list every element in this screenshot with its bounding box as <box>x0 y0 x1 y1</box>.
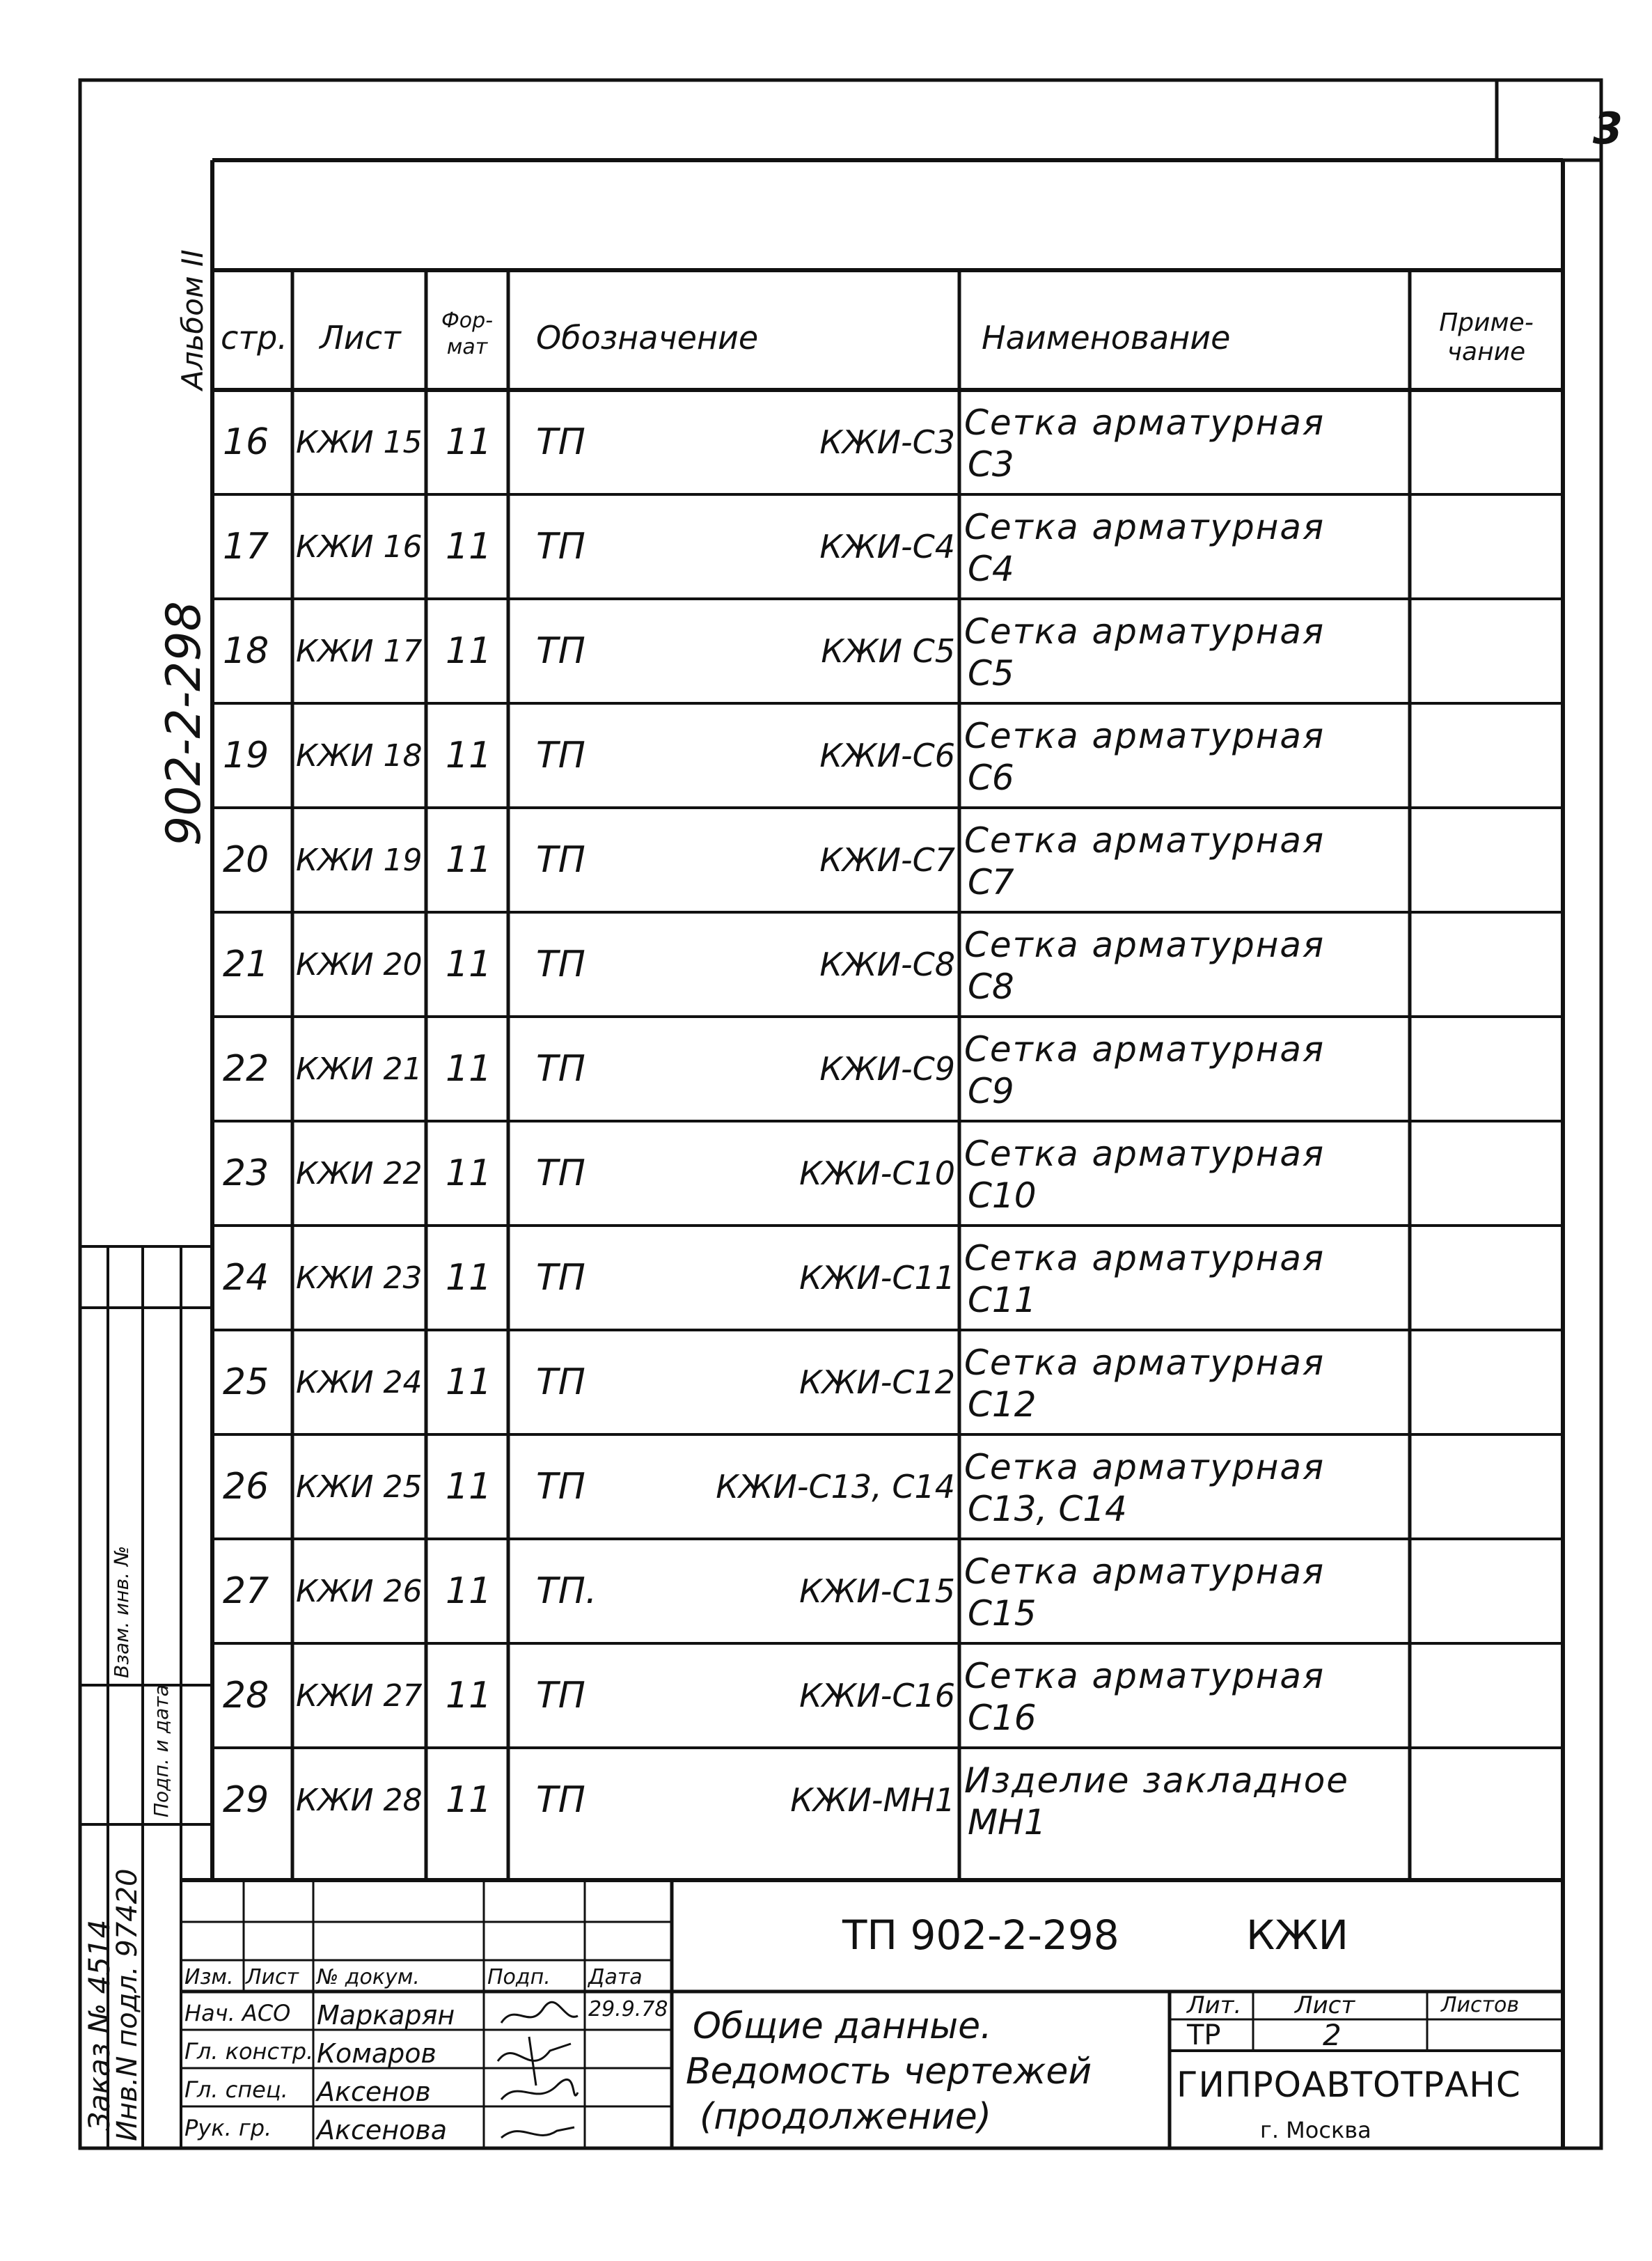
staff-role: Гл. констр. <box>184 2038 314 2065</box>
row-code: КЖИ-С16 <box>799 1677 955 1714</box>
row-series: ТП <box>536 1466 585 1508</box>
row-name-line1: Сетка арматурная <box>964 611 1325 652</box>
row-name-line1: Сетка арматурная <box>964 1343 1325 1383</box>
row-name-line2: С9 <box>968 1071 1014 1111</box>
row-series: ТП <box>536 1675 585 1716</box>
row-format: 11 <box>446 421 492 463</box>
row-format: 11 <box>446 735 492 776</box>
staff-name: Аксенова <box>317 2115 447 2145</box>
row-name-line1: Сетка арматурная <box>964 1447 1325 1487</box>
title-line-2: Ведомость чертежей <box>686 2051 1092 2092</box>
signatures <box>487 1995 585 2148</box>
row-page: 22 <box>223 1048 269 1090</box>
row-name-line2: С3 <box>968 444 1014 485</box>
row-sheet: КЖИ 26 <box>296 1573 423 1609</box>
row-name-line1: Сетка арматурная <box>964 716 1325 756</box>
row-format: 11 <box>446 1257 492 1299</box>
row-name-line2: С7 <box>968 862 1014 902</box>
row-sheet: КЖИ 16 <box>296 529 423 565</box>
row-series: ТП <box>536 1048 585 1090</box>
row-format: 11 <box>446 630 492 672</box>
row-name-line1: Сетка арматурная <box>964 820 1325 861</box>
header-note: Приме-чание <box>1439 308 1534 366</box>
approval-date: 29.9.78 <box>588 1997 668 2021</box>
row-format: 11 <box>446 526 492 568</box>
row-name-line2: С5 <box>968 653 1014 694</box>
stamp-col-label: № докум. <box>317 1965 420 1989</box>
row-code: КЖИ-С6 <box>819 737 955 774</box>
row-sheet: КЖИ 23 <box>296 1260 423 1296</box>
project-number-vertical: 902-2-298 <box>157 601 212 846</box>
row-sheet: КЖИ 20 <box>296 946 423 983</box>
city: г. Москва <box>1260 2117 1371 2143</box>
row-series: ТП <box>536 526 585 568</box>
row-name-line1: Сетка арматурная <box>964 1551 1325 1592</box>
album-label: Альбом II <box>175 249 210 390</box>
sheet-value: 2 <box>1323 2018 1342 2052</box>
row-sheet: КЖИ 24 <box>296 1364 423 1400</box>
row-sheet: КЖИ 21 <box>296 1051 423 1087</box>
row-format: 11 <box>446 1361 492 1403</box>
row-format: 11 <box>446 944 492 985</box>
row-page: 16 <box>223 421 269 463</box>
row-sheet: КЖИ 28 <box>296 1782 423 1818</box>
header-designation: Обозначение <box>536 319 759 357</box>
section-code: КЖИ <box>1246 1911 1349 1959</box>
row-code: КЖИ-С10 <box>799 1155 955 1192</box>
row-page: 19 <box>223 735 269 776</box>
staff-name: Комаров <box>317 2038 436 2069</box>
row-name-line1: Сетка арматурная <box>964 507 1325 547</box>
row-page: 26 <box>223 1466 269 1508</box>
row-format: 11 <box>446 1675 492 1716</box>
row-name-line1: Сетка арматурная <box>964 1134 1325 1174</box>
row-page: 20 <box>223 839 269 881</box>
sign-date-label: Подп. и дата <box>150 1684 173 1817</box>
row-sheet: КЖИ 15 <box>296 424 423 460</box>
row-sheet: КЖИ 22 <box>296 1155 423 1191</box>
row-name-line2: С6 <box>968 758 1014 798</box>
row-code: КЖИ-С4 <box>819 528 955 565</box>
lit-value: ТР <box>1187 2019 1221 2051</box>
row-name-line2: МН1 <box>968 1802 1046 1843</box>
row-page: 17 <box>223 526 269 568</box>
row-page: 18 <box>223 630 269 672</box>
row-page: 25 <box>223 1361 269 1403</box>
organization: ГИПРОАВТОТРАНС <box>1177 2065 1521 2105</box>
row-code: КЖИ С5 <box>821 632 955 670</box>
row-code: КЖИ-С8 <box>819 946 955 983</box>
row-name-line1: Сетка арматурная <box>964 402 1325 443</box>
staff-name: Аксенов <box>317 2076 431 2107</box>
row-name-line1: Изделие закладное <box>964 1760 1350 1801</box>
row-sheet: КЖИ 19 <box>296 842 423 878</box>
row-code: КЖИ-С13, С14 <box>716 1468 955 1505</box>
row-name-line2: С11 <box>968 1280 1037 1320</box>
stamp-col-label: Изм. <box>184 1965 234 1989</box>
row-series: ТП <box>536 630 585 672</box>
row-format: 11 <box>446 1779 492 1821</box>
row-name-line1: Сетка арматурная <box>964 1029 1325 1070</box>
staff-role: Гл. спец. <box>184 2076 288 2103</box>
row-sheet: КЖИ 27 <box>296 1677 423 1714</box>
inventory-number: Инв.N подл. 97420 <box>111 1868 143 2141</box>
row-series: ТП <box>536 735 585 776</box>
header-sheet: Лист <box>320 319 401 357</box>
sheets-label: Листов <box>1441 1993 1520 2017</box>
header-page: стр. <box>221 319 288 357</box>
row-name-line1: Сетка арматурная <box>964 1238 1325 1278</box>
row-format: 11 <box>446 1152 492 1194</box>
row-format: 11 <box>446 1466 492 1508</box>
row-format: 11 <box>446 1570 492 1612</box>
row-name-line2: С8 <box>968 967 1014 1007</box>
row-format: 11 <box>446 839 492 881</box>
row-page: 27 <box>223 1570 269 1612</box>
row-name-line2: С12 <box>968 1384 1037 1425</box>
row-series: ТП <box>536 944 585 985</box>
row-code: КЖИ-С7 <box>819 841 955 879</box>
project-code: ТП 902-2-298 <box>842 1911 1119 1959</box>
row-series: ТП <box>536 839 585 881</box>
row-name-line1: Сетка арматурная <box>964 925 1325 965</box>
row-sheet: КЖИ 25 <box>296 1469 423 1505</box>
row-code: КЖИ-С11 <box>799 1259 955 1297</box>
page-number: 3 <box>1592 103 1623 154</box>
row-page: 21 <box>223 944 269 985</box>
row-series: ТП <box>536 1152 585 1194</box>
row-format: 11 <box>446 1048 492 1090</box>
stamp-col-label: Лист <box>246 1965 299 1989</box>
row-name-line2: С4 <box>968 549 1014 589</box>
vzamen-label: Взам. инв. № <box>110 1545 133 1678</box>
row-name-line1: Сетка арматурная <box>964 1656 1325 1696</box>
row-series: ТП <box>536 1779 585 1821</box>
row-sheet: КЖИ 17 <box>296 633 423 669</box>
order-number: Заказ № 4514 <box>82 1919 116 2131</box>
row-page: 24 <box>223 1257 269 1299</box>
row-page: 28 <box>223 1675 269 1716</box>
staff-name: Маркарян <box>317 2000 455 2031</box>
row-code: КЖИ-С12 <box>799 1363 955 1401</box>
row-page: 23 <box>223 1152 269 1194</box>
row-sheet: КЖИ 18 <box>296 737 423 774</box>
row-page: 29 <box>223 1779 269 1821</box>
row-series: ТП. <box>536 1570 597 1612</box>
stamp-col-label: Дата <box>588 1965 643 1989</box>
sheet-label: Лист <box>1295 1992 1355 2019</box>
row-code: КЖИ-МН1 <box>790 1781 955 1819</box>
title-line-1: Общие данные. <box>693 2005 992 2047</box>
row-name-line2: С13, С14 <box>968 1489 1127 1529</box>
stamp-col-label: Подп. <box>487 1965 551 1989</box>
row-series: ТП <box>536 421 585 463</box>
header-name: Наименование <box>982 319 1231 357</box>
staff-role: Нач. АСО <box>184 2000 291 2026</box>
lit-label: Лит. <box>1187 1992 1242 2019</box>
title-line-3: (продолжение) <box>700 2096 992 2138</box>
row-name-line2: С10 <box>968 1175 1037 1216</box>
header-format: Фор-мат <box>441 308 494 359</box>
row-series: ТП <box>536 1361 585 1403</box>
row-name-line2: С16 <box>968 1698 1037 1738</box>
row-code: КЖИ-С3 <box>819 423 955 461</box>
row-series: ТП <box>536 1257 585 1299</box>
staff-role: Рук. гр. <box>184 2115 272 2141</box>
row-code: КЖИ-С15 <box>799 1572 955 1610</box>
row-name-line2: С15 <box>968 1593 1037 1634</box>
row-code: КЖИ-С9 <box>819 1050 955 1088</box>
